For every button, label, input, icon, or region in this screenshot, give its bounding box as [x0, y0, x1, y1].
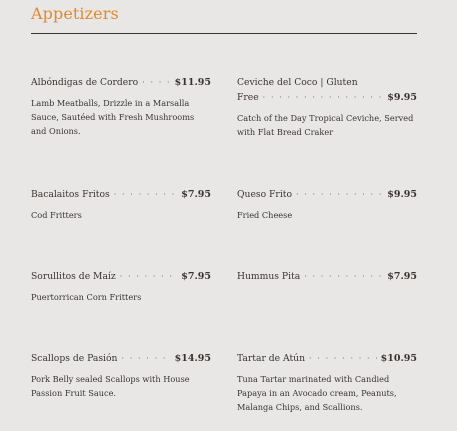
menu-item-hummus-pita: [237, 269, 417, 290]
menu-item-sorullitos: [31, 269, 211, 304]
item-name: Scallops de Pasión: [31, 353, 118, 364]
item-name: Bacalaitos Fritos: [31, 189, 110, 200]
item-price: $14.95: [174, 353, 211, 364]
dotted-leader: [121, 351, 170, 366]
dotted-leader: [263, 90, 384, 105]
dotted-leader: [142, 75, 170, 90]
item-name: Sorullitos de Maíz: [31, 271, 116, 282]
item-header: [31, 187, 211, 202]
item-price: $7.95: [387, 271, 417, 282]
item-price: $9.95: [387, 189, 417, 200]
item-name-line1: Ceviche del Coco | Gluten: [237, 77, 358, 88]
menu-item-scallops: [31, 351, 211, 400]
item-description: Pork Belly sealed Scallops with House Passion Fruit Sauce.: [31, 374, 190, 398]
dotted-leader: [309, 351, 377, 366]
item-header: [237, 187, 417, 202]
menu-item-bacalaitos: [31, 187, 211, 222]
item-description: Cod Fritters: [31, 210, 82, 220]
item-header: [31, 351, 211, 366]
dotted-leader: [120, 269, 178, 284]
item-description: Catch of the Day Tropical Ceviche, Served with Flat Bread Craker: [237, 113, 414, 137]
menu-item-ceviche: [237, 75, 417, 139]
menu-item-tartar-de-atun: [237, 351, 417, 414]
menu-item-queso-frito: [237, 187, 417, 222]
item-header: [237, 351, 417, 366]
item-price: $10.95: [380, 353, 417, 364]
item-description: Puertorrican Corn Fritters: [31, 292, 142, 302]
item-name: Tartar de Atún: [237, 353, 306, 364]
dotted-leader: [114, 187, 178, 202]
item-name: Albóndigas de Cordero: [31, 77, 139, 88]
item-price: $7.95: [181, 189, 211, 200]
item-header: [31, 269, 211, 284]
title-divider: [31, 33, 417, 34]
item-description: Fried Cheese: [237, 210, 293, 220]
item-price: $7.95: [181, 271, 211, 282]
item-name: Hummus Pita: [237, 271, 301, 282]
item-price: $9.95: [387, 92, 417, 103]
item-name-line2: Free: [237, 92, 259, 103]
dotted-leader: [296, 187, 383, 202]
page-edge: [457, 0, 461, 431]
section-title: Appetizers: [31, 4, 119, 23]
menu-item-albondigas: [31, 75, 211, 138]
item-description: Lamb Meatballs, Drizzle in a Marsalla Sauce, Sautéed with Fresh Mushrooms and Onions.: [31, 98, 195, 136]
item-description: Tuna Tartar marinated with Candied Papaya in an Avocado cream, Peanuts, Malanga Chips, and Scallions.: [237, 374, 397, 412]
item-name: Queso Frito: [237, 189, 292, 200]
item-header: [31, 75, 211, 90]
item-price: $11.95: [174, 77, 211, 88]
item-header: [237, 269, 417, 284]
item-header: [237, 90, 417, 105]
dotted-leader: [304, 269, 383, 284]
